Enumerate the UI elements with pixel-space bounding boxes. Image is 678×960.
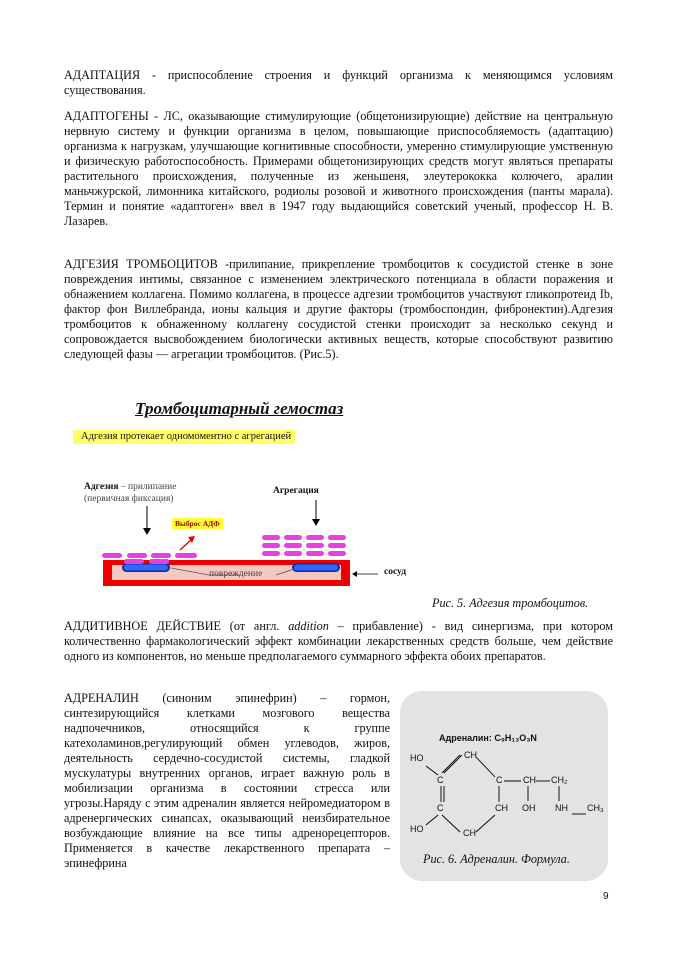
platelet bbox=[262, 535, 280, 540]
atom-ch-bottom: CH bbox=[463, 828, 476, 838]
damage-label: повреждение bbox=[209, 569, 263, 579]
platelet bbox=[175, 553, 197, 558]
adp-arrow bbox=[180, 539, 192, 550]
atom-c-right-top: C bbox=[496, 775, 503, 785]
additive-start: АДДИТИВНОЕ ДЕЙСТВИЕ (от англ. bbox=[64, 619, 289, 633]
atom-ch-top: CH bbox=[464, 750, 477, 760]
additive-term: addition bbox=[288, 619, 329, 633]
adp-release-label: Выброс АДФ bbox=[172, 518, 223, 529]
paragraph-platelet-adhesion: АДГЕЗИЯ ТРОМБОЦИТОВ -прилипание, прикрепление тромбоцитов к сосудистой стенке в зоне повреждения интимы, связанное с изменением электрического потенциала в области поражения и обнажением коллагена. Помимо коллагена, в процессе адгезии тромбоцитов участвуют гликопротеид Ib, фактор фон Виллебранда, ионы кальция и другие факторы (тромбоспондин, фибронектин).Адгезия тромбоцитов к обнаженному коллагену сосудистой стенки происходит за несколько секунд и сопровождается высвобождением биологически активных веществ, которые способствуют развитию следующей фазы — агрегации тромбоцитов. (Рис.5). bbox=[64, 257, 613, 361]
adhesion-arrowhead bbox=[143, 528, 151, 535]
formula-title: Адреналин: C₉H₁₃O₃N bbox=[439, 733, 537, 743]
paragraph-adrenaline: АДРЕНАЛИН (синоним эпинефрин) – гормон, синтезирующийся клетками мозгового вещества надпочечников, относящийся к группе катехоламинов,регулирующий обмен углеводов, жиров, деятельность сердечно-сосудистой системы, гладкой мускулатуры внутренних органов, играет важную роль в мобилизации организма в состоянии стресса или угрозы.Наряду с этим адреналин является нейромедиатором в адренергических синапсах, оказывающий неизбирательное возбуждающие влияние на все типы адренорецепторов. Применяется в качестве лекарственного препарата – эпинефрина bbox=[64, 691, 390, 870]
platelet bbox=[328, 535, 346, 540]
paragraph-adaptation: АДАПТАЦИЯ - приспособление строения и функций организма к меняющимся условиям существования. bbox=[64, 68, 613, 97]
atom-c-right-bottom: CH bbox=[495, 803, 508, 813]
atom-c-left-bottom: C bbox=[437, 803, 444, 813]
platelet bbox=[284, 551, 302, 556]
vessel-arrowhead bbox=[352, 571, 357, 577]
platelet bbox=[306, 543, 324, 548]
platelet-adhered-right bbox=[294, 565, 338, 571]
platelet bbox=[328, 543, 346, 548]
platelet bbox=[284, 535, 302, 540]
atom-c-left-top: C bbox=[437, 775, 444, 785]
atom-side-ch2: CH₂ bbox=[551, 775, 568, 785]
platelet bbox=[262, 551, 280, 556]
paragraph-adaptogens: АДАПТОГЕНЫ - ЛС, оказывающие стимулирующие (общетонизирующие) действие на центральную нервную систему и функции организма в целом, повышающие приспособляемость (адаптацию) организма к нагрузкам, улучшающие когнитивные способности, умеренно стимулирующие умственную и физическую работоспособность. Примерами общетонизирующих средств могут являться препараты растительного происхождения, полученные из женьшеня, элеутерококка колючего, аралии маньчжурской, лимонника китайского, родиолы розовой и животного происхождения (панты марала). Термин и понятие «адаптоген» ввел в 1947 году выдающийся советский ученый, профессор Н. В. Лазарев. bbox=[64, 109, 613, 228]
platelet bbox=[127, 553, 147, 558]
platelet bbox=[151, 553, 171, 558]
figure-5-caption: Рис. 5. Адгезия тромбоцитов. bbox=[432, 596, 589, 610]
page-number: 9 bbox=[603, 891, 609, 902]
platelet-cluster-right bbox=[262, 535, 346, 556]
platelet bbox=[102, 553, 122, 558]
atom-side-ch: CH bbox=[523, 775, 536, 785]
vessel-label: сосуд bbox=[384, 567, 407, 577]
platelet bbox=[306, 535, 324, 540]
adhesion-label-bold: Адгезия bbox=[84, 482, 119, 492]
platelet bbox=[284, 543, 302, 548]
platelet bbox=[328, 551, 346, 556]
adhesion-label-rest: – прилипание bbox=[118, 482, 177, 492]
platelet bbox=[262, 543, 280, 548]
atom-ho-top: HO bbox=[410, 753, 424, 763]
figure-6-box bbox=[400, 691, 608, 881]
atom-ho-bottom: HO bbox=[410, 824, 424, 834]
figure-6-caption: Рис. 6. Адреналин. Формула. bbox=[423, 852, 570, 866]
aggregation-label: Агрегация bbox=[273, 486, 319, 496]
molecule-bonds bbox=[426, 755, 586, 832]
atom-oh: OH bbox=[522, 803, 536, 813]
platelet bbox=[306, 551, 324, 556]
adhesion-sub-label: (первичная фиксация) bbox=[84, 494, 174, 504]
aggregation-arrowhead bbox=[312, 519, 320, 526]
figure-5-title: Тромбоцитарный гемостаз bbox=[135, 399, 344, 418]
platelet bbox=[149, 559, 169, 564]
platelet-adhered-left bbox=[124, 565, 168, 571]
paragraph-additive-action bbox=[64, 619, 613, 664]
figure-5-note: Адгезия протекает одномоментно с агрегацией bbox=[73, 430, 295, 444]
additive-rest: – прибавление) - вид синергизма, при котором количественно фармакологический эффект комбинации лекарственных средств больше, чем действие одного из компонентов, но меньше предполагаемого суммарного эффекта обоих препаратов. bbox=[64, 619, 614, 663]
platelet bbox=[124, 559, 144, 564]
atom-ch3: CH₃ bbox=[587, 803, 604, 813]
atom-nh: NH bbox=[555, 803, 568, 813]
